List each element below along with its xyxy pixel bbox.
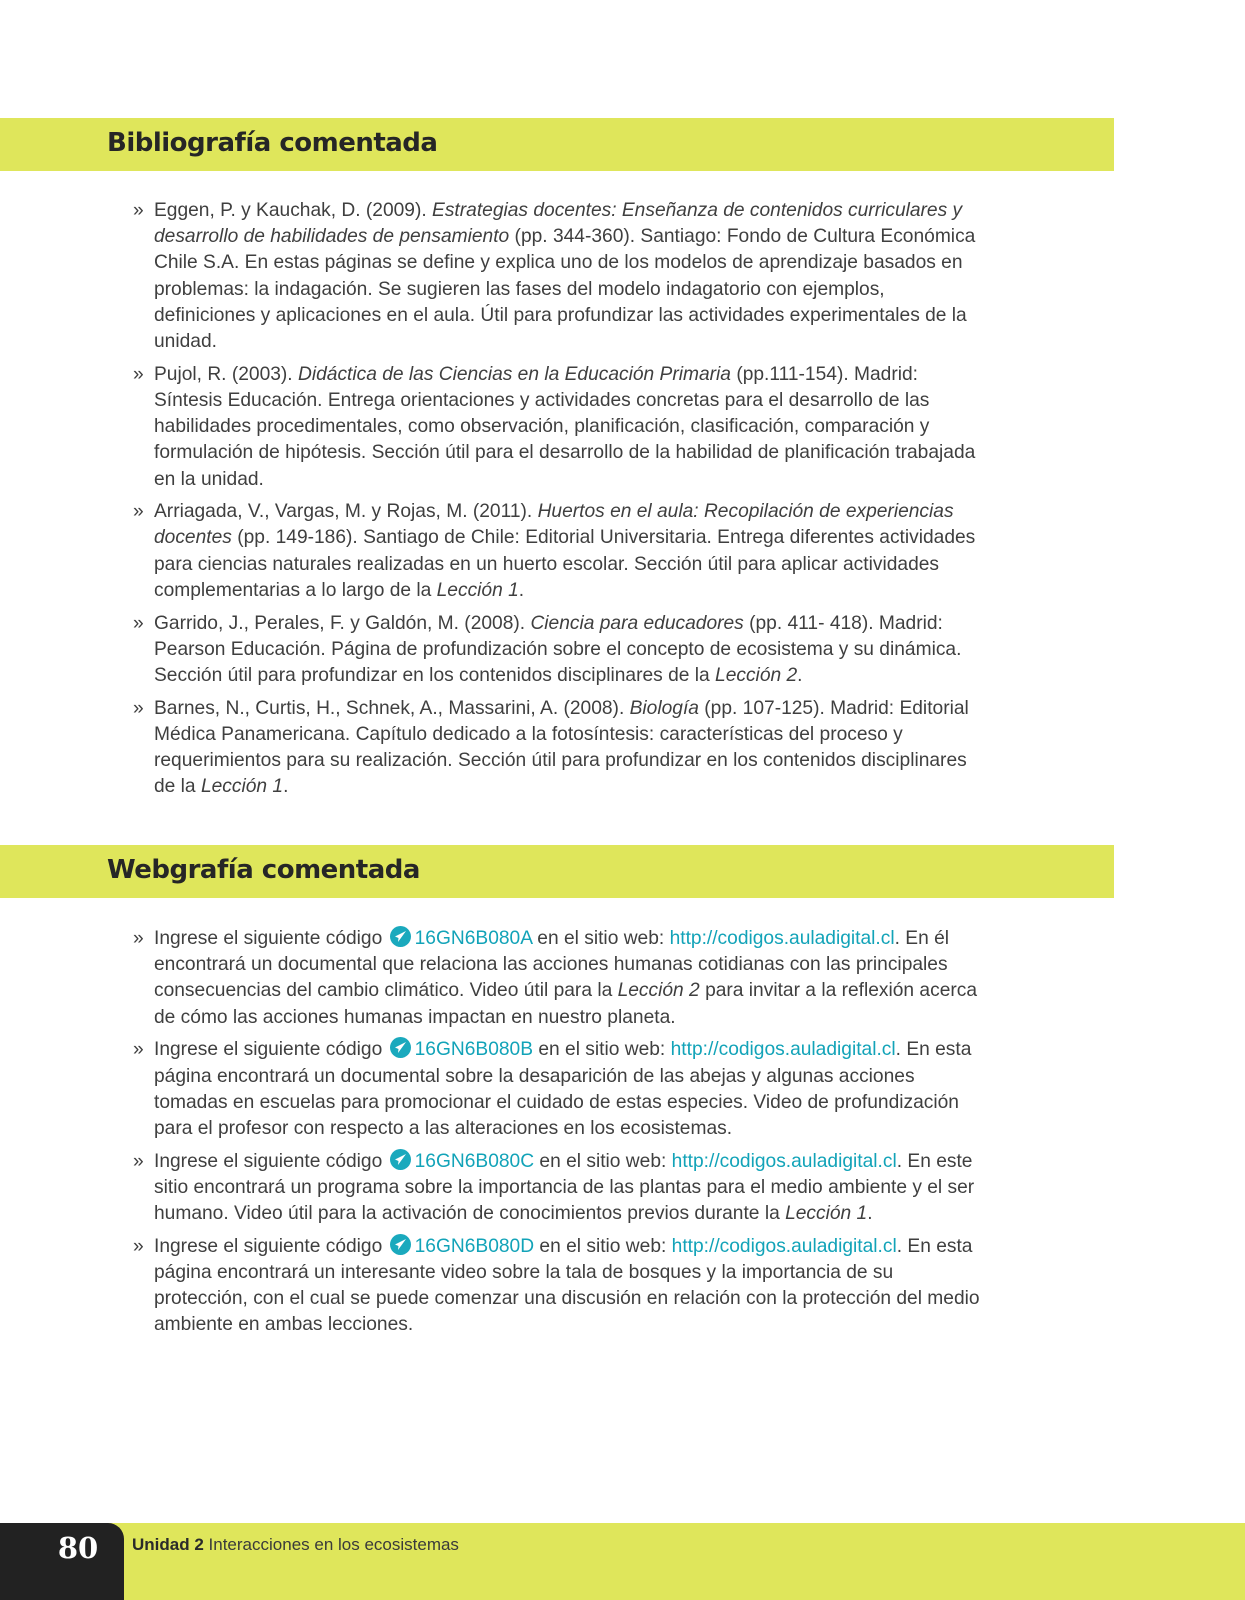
webography-heading: Webgrafía comentada (107, 855, 420, 885)
bibliography-item: » Pujol, R. (2003). Didáctica de las Ciencias en la Educación Primaria (pp.111-154). Madrid: Síntesis Educación. Entrega orientaciones y actividades concretas para el desarrollo de las habilidades procedimentales, como observación, planificación, clasificación, comparación y formulación de hipótesis. Sección útil para el desarrollo de la habilidad de planificación trabajada en la unidad. (133, 363, 976, 490)
book-title: Ciencia para educadores (530, 612, 744, 634)
lesson-ref: Lección 1 (200, 776, 284, 798)
access-code: 16GN6B080B (414, 1039, 534, 1061)
arrow-icon (390, 1149, 411, 1170)
bullet: » (133, 612, 144, 634)
webography-item: » Ingrese el siguiente código 16GN6B080A en el sitio web: http://codigos.auladigital.cl. En él encontrará un documental que relaciona las acciones humanas cotidianas con las principales consecuencias del cambio climático. Video útil para la Lección 2 para invitar a la reflexión acerca de cómo las acciones humanas impactan en nuestro planeta. (133, 928, 978, 1028)
bibliography-item: » Arriagada, V., Vargas, M. y Rojas, M. (2011). Huertos en el aula: Recopilación de experiencias docentes (pp. 149-186). Santiago de Chile: Editorial Universitaria. Entrega diferentes actividades para ciencias naturales realizadas en un huerto escolar. Sección útil para aplicar actividades complementarias a lo largo de la Lección 1. (133, 501, 976, 601)
webography-item: » Ingrese el siguiente código 16GN6B080B en el sitio web: http://codigos.auladigital.cl. En esta página encontrará un documental sobre la desaparición de las abejas y algunas acciones tomadas en escuelas para promocionar el cuidado de estas especies. Video de profundización para el profesor con respecto a las alteraciones en los ecosistemas. (133, 1039, 972, 1139)
lesson-ref: Lección 1 (436, 579, 519, 601)
access-code: 16GN6B080C (414, 1150, 535, 1172)
bibliography-list (133, 198, 983, 807)
footer-unit (132, 1535, 459, 1555)
bibliography-header-band (0, 118, 1114, 171)
bullet: » (133, 697, 144, 719)
bullet: » (133, 363, 144, 385)
bullet: » (133, 501, 144, 523)
arrow-icon (390, 926, 411, 947)
page-number: 80 (57, 1531, 99, 1565)
lesson-ref: Lección 2 (617, 980, 700, 1002)
access-code: 16GN6B080A (414, 928, 532, 949)
unit-title: Interacciones en los ecosistemas (208, 1535, 459, 1554)
book-title: Huertos en el aula: Recopilación de experiencias docentes (154, 501, 954, 549)
website-link[interactable]: http://codigos.auladigital.cl (671, 1235, 897, 1257)
bullet: » (133, 1039, 144, 1061)
access-code: 16GN6B080D (414, 1235, 535, 1257)
bullet: » (133, 1150, 144, 1172)
book-title: Estrategias docentes: Enseñanza de contenidos curriculares y desarrollo de habilidades de pensamiento (154, 200, 963, 248)
arrow-icon (390, 1037, 411, 1058)
bibliography-item: » Eggen, P. y Kauchak, D. (2009). Estrategias docentes: Enseñanza de contenidos curriculares y desarrollo de habilidades de pensamiento (pp. 344-360). Santiago: Fondo de Cultura Económica Chile S.A. En estas páginas se define y explica uno de los modelos de aprendizaje basados en problemas: la indagación. Se sugieren las fases del modelo indagatorio con ejemplos, definiciones y aplicaciones en el aula. Útil para profundizar las actividades experimentales de la unidad. (133, 200, 976, 353)
book-title: Didáctica de las Ciencias en la Educación Primaria (297, 363, 731, 385)
bullet: » (133, 928, 144, 949)
arrow-icon (390, 1234, 411, 1255)
bullet: » (133, 200, 144, 221)
webography-header-band (0, 845, 1114, 898)
unit-label: Unidad 2 (132, 1535, 204, 1554)
book-title: Biología (629, 697, 699, 719)
website-link[interactable]: http://codigos.auladigital.cl (670, 1039, 896, 1061)
lesson-ref: Lección 2 (715, 664, 798, 686)
bibliography-item: » Barnes, N., Curtis, H., Schnek, A., Massarini, A. (2008). Biología (pp. 107-125). Madrid: Editorial Médica Panamericana. Capítulo dedicado a la fotosíntesis: características del proceso y requerimientos para su realización. Sección útil para profundizar en los contenidos disciplinares de la Lección 1. (133, 697, 969, 798)
webography-list (133, 926, 983, 1345)
bullet: » (133, 1235, 144, 1257)
webography-item: » Ingrese el siguiente código 16GN6B080C en el sitio web: http://codigos.auladigital.cl. En este sitio encontrará un programa sobre la importancia de las plantas para el medio ambiente y el ser humano. Video útil para la activación de conocimientos previos durante la Lección 1. (133, 1150, 975, 1225)
bibliography-item: » Garrido, J., Perales, F. y Galdón, M. (2008). Ciencia para educadores (pp. 411- 418). Madrid: Pearson Educación. Página de profundización sobre el concepto de ecosistema y su dinámica. Sección útil para profundizar en los contenidos disciplinares de la Lección 2. (133, 612, 962, 686)
lesson-ref: Lección 1 (785, 1203, 868, 1225)
website-link[interactable]: http://codigos.auladigital.cl (671, 1150, 897, 1172)
bibliography-heading: Bibliografía comentada (107, 128, 438, 158)
webography-item: » Ingrese el siguiente código 16GN6B080D en el sitio web: http://codigos.auladigital.cl. En esta página encontrará un interesante video sobre la tala de bosques y la importancia de su protección, con el cual se puede comenzar una discusión en relación con la protección del medio ambiente en ambas lecciones. (133, 1235, 980, 1336)
website-link[interactable]: http://codigos.auladigital.cl (669, 928, 895, 949)
